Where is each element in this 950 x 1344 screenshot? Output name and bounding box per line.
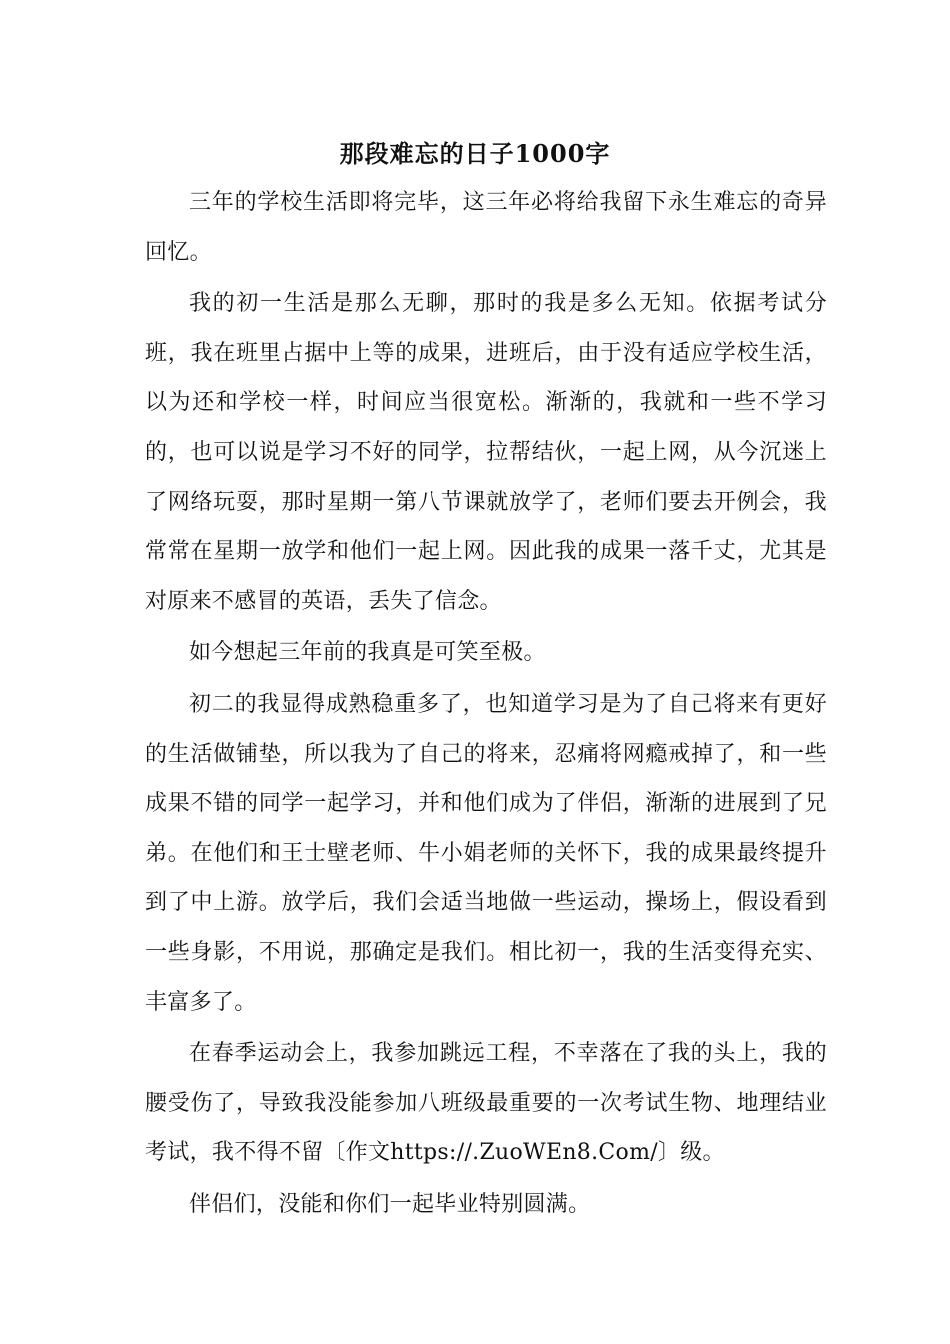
paragraph-5: 在春季运动会上，我参加跳远工程，不幸落在了我的头上，我的腰受伤了，导致我没能参加八班级最重要的一次考试生物、地理结业考试，我不得不留〔作文https://.ZuoWEn8.Com/〕级。 — [145, 1041, 827, 1166]
document-title: 那段难忘的日子1000字 — [339, 139, 611, 168]
paragraph-6: 伴侣们，没能和你们一起毕业特别圆满。 — [189, 1191, 591, 1217]
document-body — [145, 178, 827, 1231]
paragraph-1: 三年的学校生活即将完毕，这三年必将给我留下永生难忘的奇异回忆。 — [145, 190, 827, 265]
paragraph-2: 我的初一生活是那么无聊，那时的我是多么无知。依据考试分班，我在班里占据中上等的成果，进班后，由于没有适应学校生活，以为还和学校一样，时间应当很宽松。渐渐的，我就和一些不学习的，也可以说是学习不好的同学，拉帮结伙，一起上网，从今沉迷上了网络玩耍，那时星期一第八节课就放学了，老师们要去开例会，我常常在星期一放学和他们一起上网。因此我的成果一落千丈，尤其是对原来不感冒的英语，丢失了信念。 — [145, 291, 827, 614]
paragraph-3: 如今想起三年前的我真是可笑至极。 — [189, 640, 546, 666]
paragraph-4: 初二的我显得成熟稳重多了，也知道学习是为了自己将来有更好的生活做铺垫，所以我为了自己的将来，忍痛将网瘾戒掉了，和一些成果不错的同学一起学习，并和他们成为了伴侣，渐渐的进展到了兄弟。在他们和王士壁老师、牛小娟老师的关怀下，我的成果最终提升到了中上游。放学后，我们会适当地做一些运动，操场上，假设看到一些身影，不用说，那确定是我们。相比初一，我的生活变得充实、丰富多了。 — [145, 691, 827, 1015]
